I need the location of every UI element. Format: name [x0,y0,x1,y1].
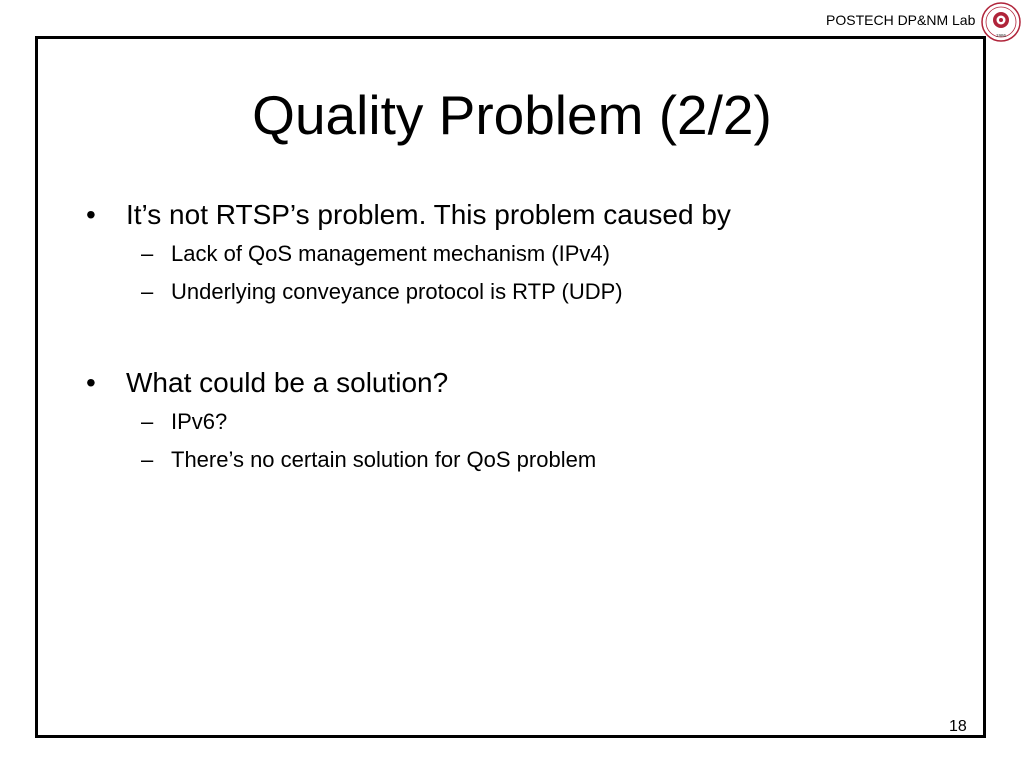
dash-icon: – [141,447,154,472]
bullet-text: What could be a solution? [126,367,449,398]
postech-seal-icon [981,1,1021,43]
bullet-item [86,363,966,403]
logo-year: 1986 [995,33,1007,38]
slide-content [86,195,966,473]
slide-title: Quality Problem (2/2) [252,84,772,146]
sub-bullet-text: There’s no certain solution for QoS problem [171,447,597,472]
bullet-group [86,363,966,473]
bullet-item [86,195,966,235]
bullet-icon: • [86,367,96,398]
bullet-icon: • [86,199,96,230]
sub-bullet-text: IPv6? [171,409,228,434]
dash-icon: – [141,279,154,304]
bullet-group [86,195,966,305]
dash-icon: – [141,409,154,434]
dash-icon: – [141,241,154,266]
sub-bullet-item [86,241,966,267]
sub-bullet-item [86,447,966,473]
sub-bullet-text: Underlying conveyance protocol is RTP (UDP) [171,279,623,304]
page-number: 18 [949,718,967,735]
bullet-text: It’s not RTSP’s problem. This problem caused by [126,199,731,230]
sub-bullet-text: Lack of QoS management mechanism (IPv4) [171,241,610,266]
lab-name: POSTECH DP&NM Lab [826,12,976,28]
sub-bullet-item [86,279,966,305]
sub-bullet-item [86,409,966,435]
